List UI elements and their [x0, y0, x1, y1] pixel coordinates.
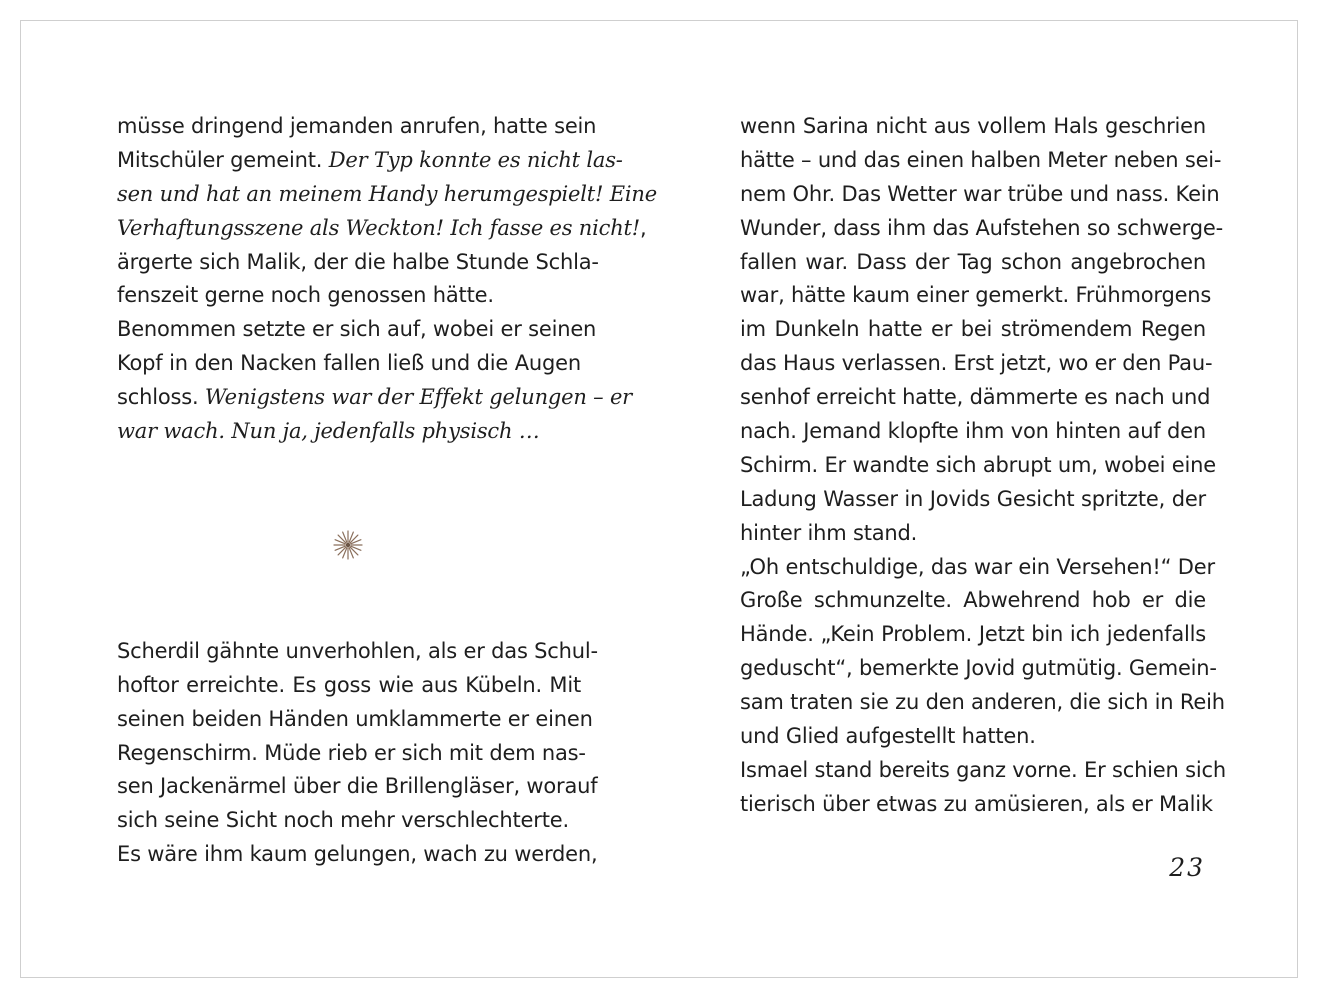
text-line: und Glied aufgestellt hatten.: [740, 724, 1036, 749]
text-line: senhof erreicht hatte, dämmerte es nach und: [740, 385, 1211, 410]
text-line: Kopf in den Nacken fallen ließ und die Augen: [117, 351, 581, 376]
text-line: sam traten sie zu den anderen, die sich in Reih: [740, 690, 1225, 715]
italic-thought-text: Der Typ konnte es nicht las-: [328, 147, 623, 172]
page-number: 23: [1169, 853, 1205, 882]
text-line-italic: sen und hat an meinem Handy herumgespielt! Eine: [117, 181, 657, 206]
text-line: Ladung Wasser in Jovids Gesicht spritzte, der: [740, 486, 1206, 511]
text-line: fallen war. Dass der Tag schon angebrochen: [740, 249, 1206, 274]
text-line: sich seine Sicht noch mehr verschlechterte.: [117, 808, 569, 833]
text-line: Hände. „Kein Problem. Jetzt bin ich jedenfalls: [740, 622, 1206, 647]
left-column-bottom-paragraph: [117, 635, 598, 872]
text-line: im Dunkeln hatte er bei strömendem Regen: [740, 317, 1206, 342]
text-line: Schirm. Er wandte sich abrupt um, wobei eine: [740, 452, 1216, 477]
star-ornament-icon: [332, 529, 364, 561]
text-line: seinen beiden Händen umklammerte er einen: [117, 706, 593, 731]
text-line: Es wäre ihm kaum gelungen, wach zu werden,: [117, 842, 598, 867]
italic-thought-text: Wenigstens war der Effekt gelungen – er: [204, 385, 633, 410]
text-line: wenn Sarina nicht aus vollem Hals geschrien: [740, 114, 1206, 138]
book-page-spread: [20, 20, 1298, 978]
text-line: nach. Jemand klopfte ihm von hinten auf den: [740, 419, 1206, 444]
text-line: schloss. Wenigstens war der Effekt gelungen – er: [117, 385, 633, 410]
text-line-italic: war wach. Nun ja, jedenfalls physisch …: [117, 419, 540, 444]
text-line: war, hätte kaum einer gemerkt. Frühmorgens: [740, 283, 1212, 308]
text-line: Scherdil gähnte unverhohlen, als er das Schul-: [117, 638, 598, 663]
left-column: [117, 110, 657, 872]
text-line: Benommen setzte er sich auf, wobei er seinen: [117, 317, 597, 342]
text-line: Ismael stand bereits ganz vorne. Er schien sich: [740, 757, 1226, 782]
text-line: hätte – und das einen halben Meter neben sei-: [740, 147, 1222, 172]
text-line: hoftor erreichte. Es goss wie aus Kübeln. Mit: [117, 672, 581, 697]
text-line: „Oh entschuldige, das war ein Versehen!“ Der: [740, 554, 1215, 579]
text-line: fenszeit gerne noch genossen hätte.: [117, 283, 494, 308]
text-line: sen Jackenärmel über die Brillengläser, worauf: [117, 774, 598, 799]
right-column: [740, 110, 1226, 822]
text-line: Große schmunzelte. Abwehrend hob er die: [740, 588, 1206, 613]
text-line: Mitschüler gemeint. Der Typ konnte es nicht las-: [117, 147, 623, 172]
text-line: müsse dringend jemanden anrufen, hatte sein: [117, 114, 597, 138]
text-line: ärgerte sich Malik, der die halbe Stunde Schla-: [117, 249, 599, 274]
italic-thought-text: Verhaftungsszene als Weckton! Ich fasse es nicht!: [117, 215, 641, 240]
text-line: das Haus verlassen. Erst jetzt, wo er den Pau-: [740, 351, 1213, 376]
text-line: geduscht“, bemerkte Jovid gutmütig. Gemein-: [740, 656, 1217, 681]
text-line: Verhaftungsszene als Weckton! Ich fasse es nicht!,: [117, 215, 647, 240]
text-line: Wunder, dass ihm das Aufstehen so schwerge-: [740, 215, 1223, 240]
text-line: nem Ohr. Das Wetter war trübe und nass. Kein: [740, 181, 1220, 206]
text-line: hinter ihm stand.: [740, 520, 918, 545]
section-break: [117, 449, 581, 635]
text-line: tierisch über etwas zu amüsieren, als er Malik: [740, 791, 1213, 816]
text-line: Regenschirm. Müde rieb er sich mit dem nas-: [117, 740, 586, 765]
